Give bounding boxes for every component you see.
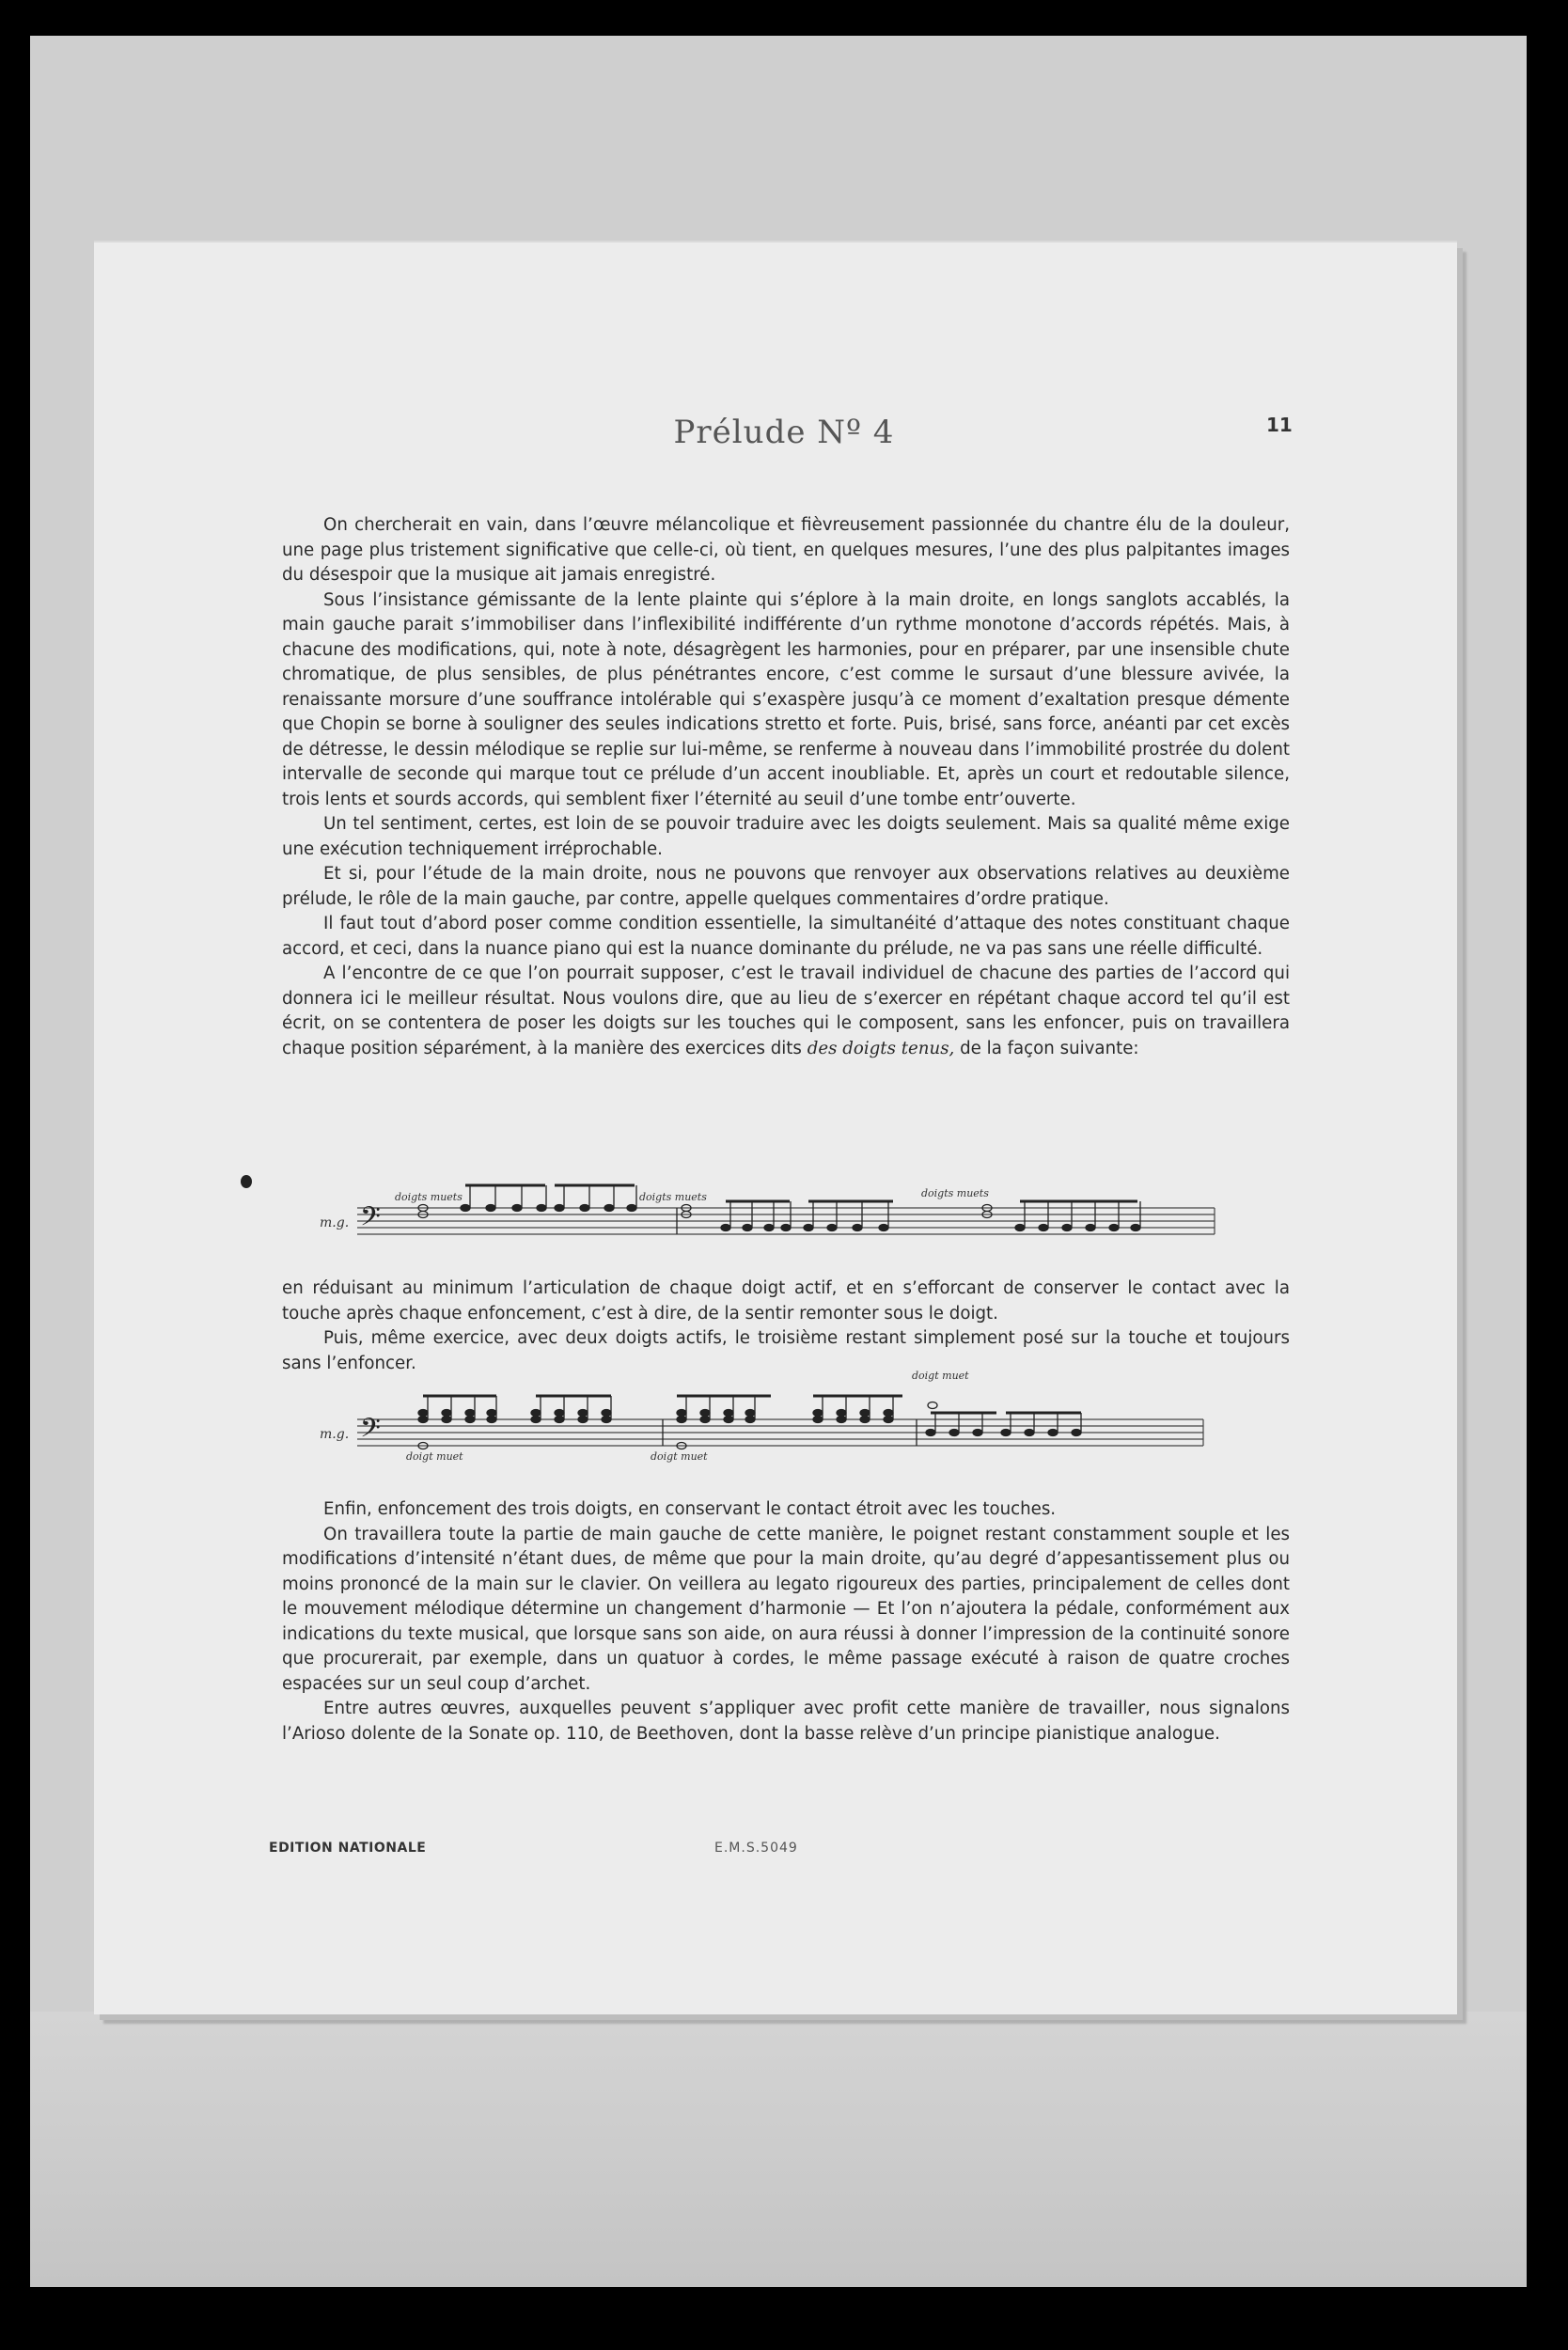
page-title: Prélude Nº 4	[673, 414, 895, 451]
page-number: 11	[1266, 414, 1293, 436]
paragraph: On chercherait en vain, dans l’œuvre mélancolique et fièvreusement passionnée du chantre élu de la douleur, une page plus tristement significative que celle-ci, où tient, en quelques mesures, l’une des plus palpitantes images du désespoir que la musique ait jamais enregistré.	[282, 515, 1290, 585]
paragraph: Puis, même exercice, avec deux doigts actifs, le troisième restant simplement posé sur la touche et toujours sans l’enfoncer.	[282, 1328, 1290, 1373]
chord-notes	[418, 1396, 893, 1423]
scan-backing-lower	[30, 2012, 1527, 2287]
paragraph: Entre autres œuvres, auxquelles peuvent s’appliquer avec profit cette manière de travailler, nous signalons l’Arioso dolente de la Sonate op. 110, de Beethoven, dont la basse relève d’un principe pianistique analogue.	[282, 1699, 1290, 1744]
phrase-end: de la façon suivante:	[960, 1038, 1139, 1058]
chord-notes	[461, 1185, 636, 1212]
svg-text:doigt muet: doigt muet	[406, 1450, 463, 1463]
paragraph: Enfin, enfoncement des trois doigts, en conservant le contact étroit avec les touches.	[323, 1499, 1057, 1519]
paragraph-with-italic	[282, 962, 1290, 1061]
text-block-closing	[282, 1497, 1290, 1747]
paragraph: Sous l’insistance gémissante de la lente plainte qui s’éplore à la main droite, en longs sanglots accablés, la main gauche parait s’immobiliser dans l’inflexibilité indifférente d’un rythme monotone d’accords répétés. Mais, à chacune des modifications, qui, note à note, désagrègent les harmonies, pour en préparer, par une insensible chute chromatique, de plus sensibles, de plus pénétrantes encore, c’est comme le sursaut d’une blessure avivée, la renaissante morsure d’une souffrance intolérable qui s’exaspère jusqu’à ce moment d’exaltation presque démente que Chopin se borne à souligner des seules indications stretto et forte. Puis, brisé, sans force, anéanti par cet excès de détresse, le dessin mélodique se replie sur lui-même, se renferme à nouveau dans l’immobilité prostrée du dolent intervalle de seconde qui marque tout ce prélude d’un accent inoubliable. Et, après un court et redoutable silence, trois lents et sourds accords, qui semblent fixer l’éternité au seuil d’une tombe entr’ouverte.	[282, 589, 1290, 809]
svg-text:doigts muets: doigts muets	[921, 1187, 989, 1199]
svg-text:doigts muets: doigts muets	[639, 1191, 707, 1203]
svg-text:doigt muet: doigt muet	[912, 1370, 969, 1382]
paragraph: en réduisant au minimum l’articulation de chaque doigt actif, et en s’efforcant de conserver le contact avec la touche après chaque enfoncement, c’est à dire, de la sentir remonter sous le doigt.	[282, 1278, 1290, 1324]
paragraph-text: A l’encontre de ce que l’on pourrait supposer, c’est le travail individuel de chacune des parties de l’accord qui donnera ici le meilleur résultat. Nous voulons dire, que au lieu de s’exercer en répétant chaque accord tel qu’il est écrit, on se contentera de poser les doigts sur les touches qui le composent, sans les enfoncer, puis on travaillera chaque position séparément, à la manière des exercices dits	[282, 964, 1290, 1058]
music-example-1	[263, 1170, 1222, 1255]
repeated-notes	[721, 1201, 1140, 1231]
ink-speck	[241, 1175, 252, 1188]
muted-chord	[418, 1205, 992, 1218]
hand-label: m.g.	[320, 1427, 350, 1442]
paragraph: Et si, pour l’étude de la main droite, nous ne pouvons que renvoyer aux observations relatives au deuxième prélude, le rôle de la main gauche, par contre, appelle quelques commentaires d’ordre pratique.	[282, 864, 1290, 909]
paragraph: Il faut tout d’abord poser comme condition essentielle, la simultanéité d’attaque des notes constituant chaque accord, et ceci, dans la nuance piano qui est la nuance dominante du prélude, ne va pas sans une réelle difficulté.	[282, 914, 1290, 959]
footer-catalog-number: E.M.S.5049	[714, 1841, 798, 1856]
annotation	[395, 1187, 989, 1203]
document-page	[94, 243, 1457, 2014]
paragraph: On travaillera toute la partie de main gauche de cette manière, le poignet restant constamment souple et les modifications d’intensité n’étant dues, de même que pour la main droite, qu’au degré d’appesantissement plus ou moins prononcé de la main sur le clavier. On veillera au legato rigoureux des parties, principalement de celles dont le mouvement mélodique détermine un changement d’harmonie — Et l’on n’ajoutera la pédale, conformément aux indications du texte musical, que lorsque sans son aide, on aura réussi à donner l’impression de la continuité sonore que procurerait, par exemple, dans un quatuor à cordes, le même passage exécuté à raison de quatre croches espacées sur un seul coup d’archet.	[282, 1524, 1290, 1694]
hand-label: m.g.	[320, 1215, 350, 1230]
footer-publisher: EDITION NATIONALE	[269, 1841, 427, 1856]
music-example-2	[263, 1368, 1222, 1471]
text-block-intro	[282, 513, 1290, 1061]
svg-text:doigt muet: doigt muet	[651, 1450, 708, 1463]
svg-text:doigts muets: doigts muets	[395, 1191, 463, 1203]
bass-clef-icon: 𝄢	[360, 1201, 381, 1239]
repeated-notes	[926, 1413, 1081, 1436]
text-block-between-examples	[282, 1277, 1290, 1376]
italic-phrase: des doigts tenus,	[807, 1038, 955, 1058]
paragraph: Un tel sentiment, certes, est loin de se pouvoir traduire avec les doigts seulement. Mais sa qualité même exige une exécution techniquement irréprochable.	[282, 814, 1290, 859]
bass-clef-icon: 𝄢	[360, 1413, 381, 1450]
